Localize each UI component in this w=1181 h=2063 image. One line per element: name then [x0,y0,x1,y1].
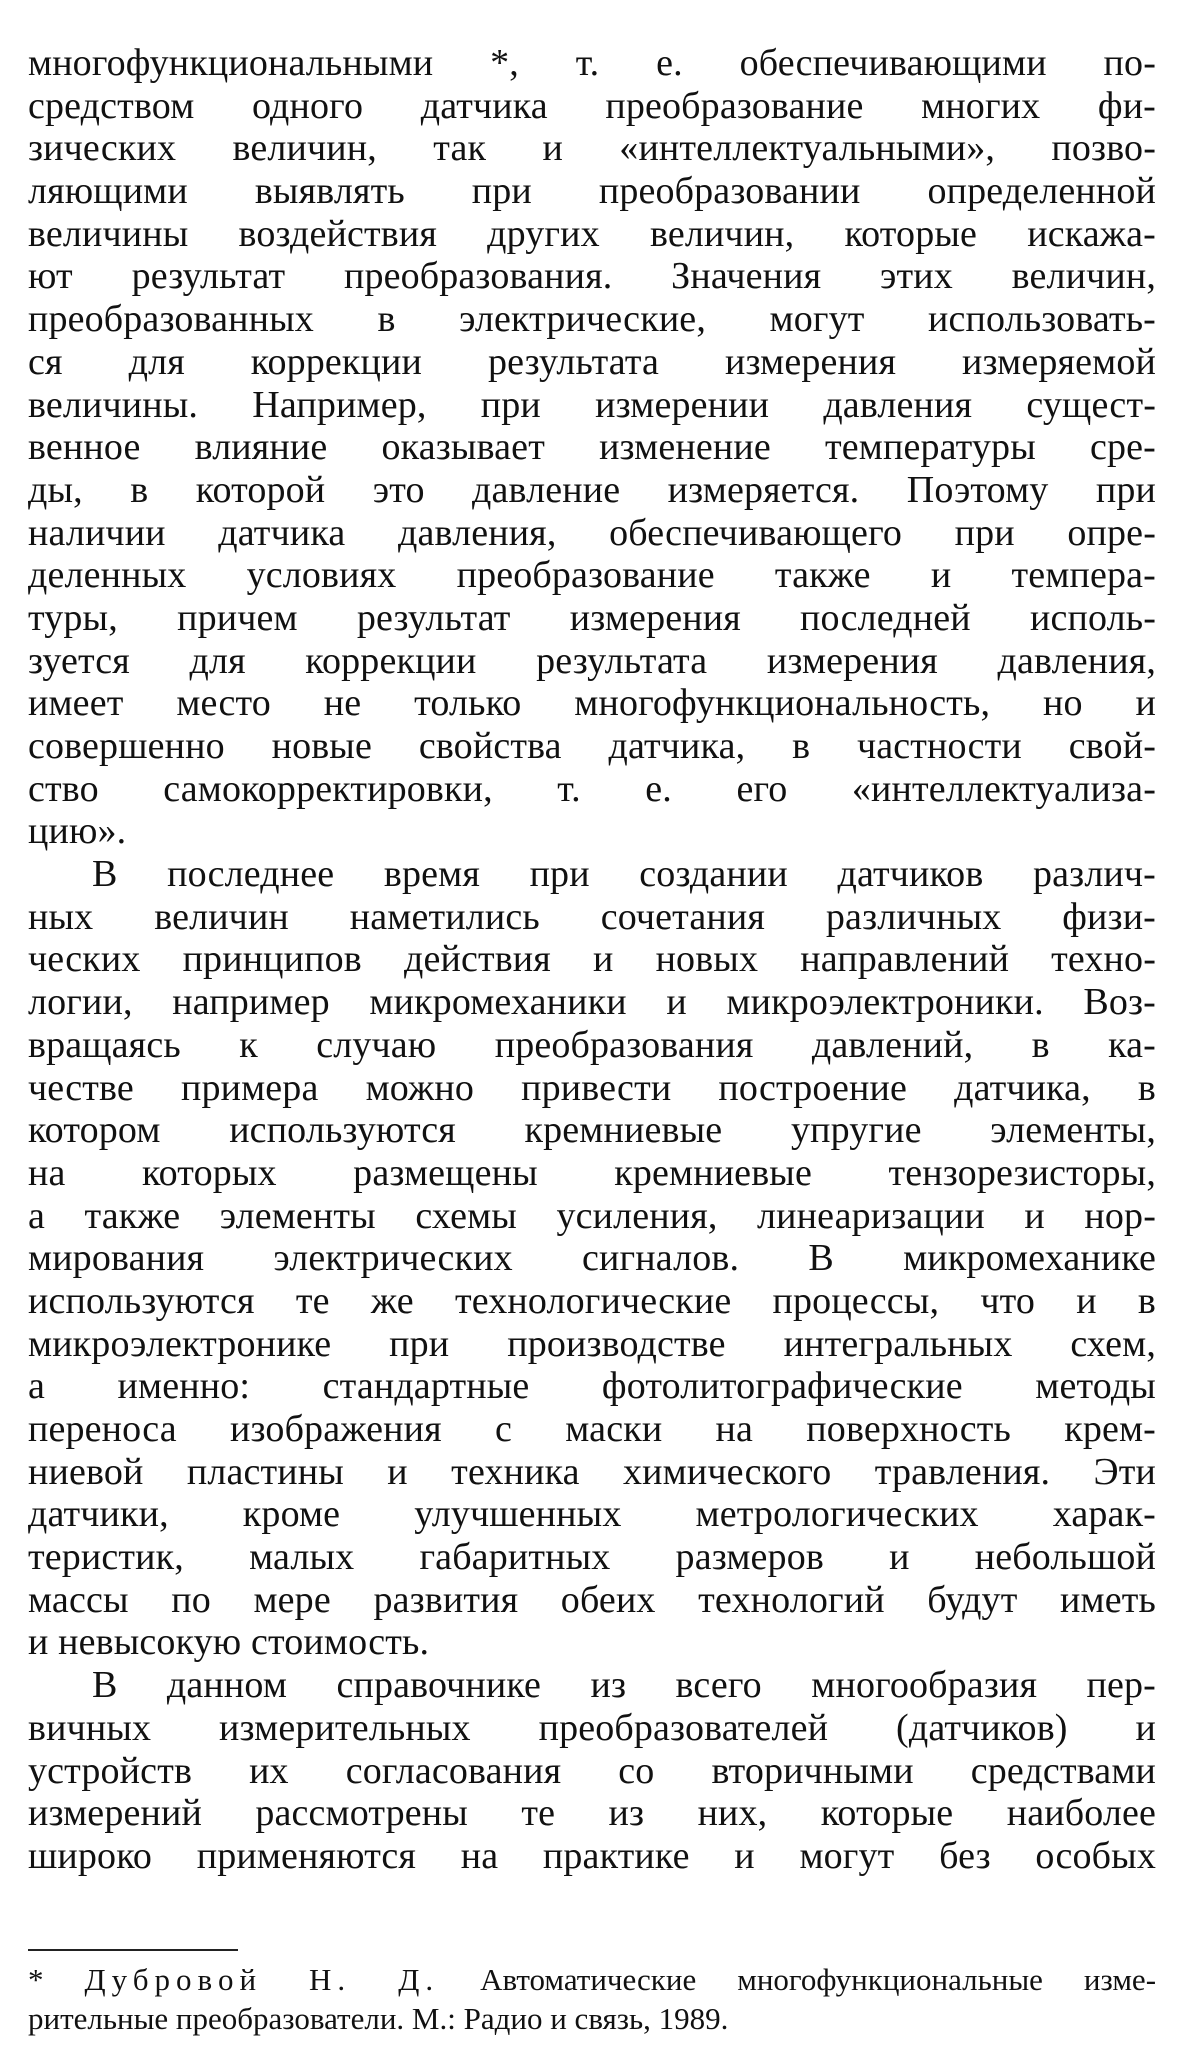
text-line: используются те же технологические процессы, что и в [28,1279,1156,1322]
text-line: туры, причем результат измерения последней исполь- [28,596,1156,639]
text-line: ся для коррекции результата измерения измеряемой [28,340,1156,383]
text-line: микроэлектронике при производстве интегральных схем, [28,1322,1156,1365]
footnote [28,1960,1156,2038]
text-line: ниевой пластины и техника химического травления. Эти [28,1450,1156,1493]
text-line: а также элементы схемы усиления, линеаризации и нор- [28,1194,1156,1237]
footnote-divider [28,1949,238,1951]
text-line: честве примера можно привести построение датчика, в [28,1066,1156,1109]
text-line: ных величин наметились сочетания различных физи- [28,895,1156,938]
paragraph-first-line: В данном справочнике из всего многообразия пер- [92,1664,1156,1707]
text-line: величины. Например, при измерении давления сущест- [28,383,1156,426]
text-line: цию». [28,810,127,853]
footnote-line [28,1960,1156,1999]
footnote-author: Дубровой Н. Д. [84,1962,440,1997]
text-line: зических величин, так и «интеллектуальными», позво- [28,127,1156,170]
text-line: деленных условиях преобразование также и темпера- [28,554,1156,597]
text-line: совершенно новые свойства датчика, в частности свой- [28,725,1156,767]
paragraph-first-line: В последнее время при создании датчиков различ- [92,853,1156,896]
text-line: котором используются кремниевые упругие элементы, [28,1109,1156,1152]
text-line: многофункциональными *, т. е. обеспечивающими по- [28,42,1156,84]
text-line: ды, в которой это давление измеряется. Поэтому при [28,468,1156,511]
text-line: массы по мере развития обеих технологий будут иметь [28,1578,1156,1621]
text-line: величины воздействия других величин, которые искажа- [28,212,1156,255]
text-line: переноса изображения с маски на поверхность крем- [28,1408,1156,1450]
footnote-line: рительные преобразователи. М.: Радио и связь, 1989. [28,2001,729,2036]
text-line: логии, например микромеханики и микроэлектроники. Воз- [28,981,1156,1024]
footnote-marker: * [28,1962,44,1997]
text-line: наличии датчика давления, обеспечивающего при опре- [28,511,1156,554]
text-line: ческих принципов действия и новых направлений техно- [28,938,1156,981]
text-line: ют результат преобразования. Значения этих величин, [28,255,1156,298]
text-line: средством одного датчика преобразование многих фи- [28,84,1156,127]
text-line: преобразованных в электрические, могут использовать- [28,298,1156,341]
footnote-title: Автоматические многофункциональные изме- [480,1962,1157,1997]
text-line: зуется для коррекции результата измерения давления, [28,639,1156,682]
text-line: устройств их согласования со вторичными средствами [28,1749,1156,1792]
text-line: ляющими выявлять при преобразовании определенной [28,170,1156,213]
text-line: датчики, кроме улучшенных метрологических харак- [28,1493,1156,1536]
text-line: венное влияние оказывает изменение температуры сре- [28,426,1156,469]
text-line: вичных измерительных преобразователей (датчиков) и [28,1706,1156,1749]
text-line: теристик, малых габаритных размеров и небольшой [28,1536,1156,1579]
text-line: на которых размещены кремниевые тензорезисторы, [28,1151,1156,1194]
text-line: ство самокорректировки, т. е. его «интеллектуализа- [28,767,1156,810]
text-line: имеет место не только многофункциональность, но и [28,682,1156,725]
text-line: вращаясь к случаю преобразования давлений, в ка- [28,1023,1156,1066]
text-line: а именно: стандартные фотолитографические методы [28,1365,1156,1408]
main-text [28,42,1156,1878]
text-line: мирования электрических сигналов. В микромеханике [28,1237,1156,1280]
text-line: измерений рассмотрены те из них, которые наиболее [28,1792,1156,1835]
text-line: широко применяются на практике и могут без особых [28,1834,1156,1877]
text-line: и невысокую стоимость. [28,1621,430,1664]
